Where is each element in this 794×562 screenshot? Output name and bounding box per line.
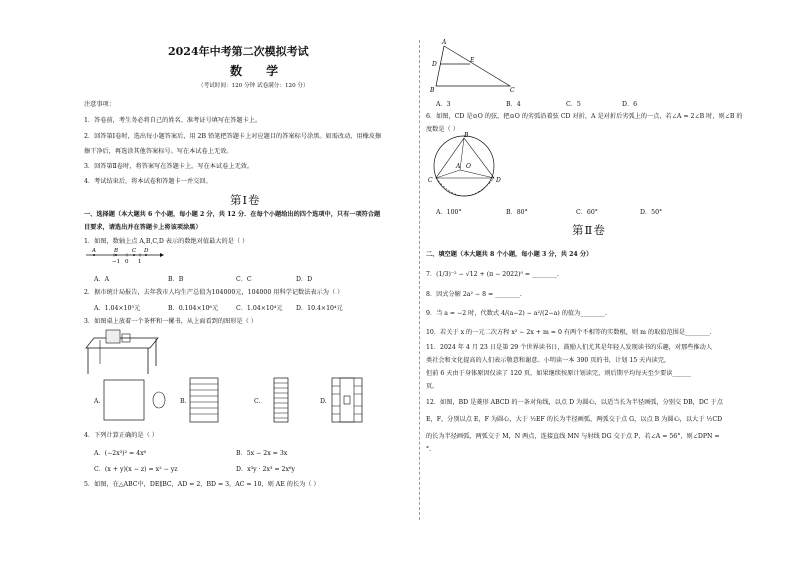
q1-tick-neg1: −1 (112, 259, 121, 265)
q4-text: 4．下列计算正确的是（ ） (84, 432, 158, 439)
q5-option-a[interactable]: A．3 (436, 101, 451, 108)
notes-heading: 注意事项： (84, 101, 115, 108)
q11-text-4: 页。 (426, 383, 439, 390)
q2-option-a[interactable]: A．1.04×10⁵元 (94, 305, 141, 312)
q6-circle-figure (430, 134, 504, 200)
part1-intro-1: 一、选择题（本大题共 6 个小题，每小题 2 分，共 12 分．在每个小题给出的四个选项中，只有一项符合题 (84, 211, 381, 218)
q6-label-d: D (496, 177, 501, 184)
q2-option-b[interactable]: B．0.104×10⁶元 (168, 305, 219, 312)
part2-intro: 二、填空题（本大题共 8 个小题，每小题 3 分，共 24 分） (426, 251, 593, 258)
subject-title: 数 学 (230, 64, 289, 78)
q3-option-c-label[interactable]: C. (254, 398, 261, 405)
q11-text-2: 类社会和文化提高的人们表示敬意和谢意。小明读一本 390 页的书，计划 15 天内读完， (426, 357, 671, 364)
q10-text: 10．若关于 x 的一元二次方程 x² − 2x + m = 0 有两个不相等的实数根，则 m 的取值范围是________. (426, 329, 712, 336)
q5-label-c: C (510, 87, 515, 94)
q1-option-d[interactable]: D．D (296, 276, 313, 283)
q6-option-b[interactable]: B．80° (506, 209, 528, 216)
q3-option-d-label[interactable]: D. (320, 398, 327, 405)
q6-option-a[interactable]: A．100° (436, 209, 462, 216)
q5-option-b[interactable]: B．4 (506, 101, 521, 108)
q11-text-3: 但前 6 天由于身体原因仅读了 120 页，如果继续按原计划读完，则后期平均每天至少要读______ (426, 370, 691, 377)
note-2: 2．回答第Ⅰ卷时，选出每小题答案后，用 2B 铅笔把答题卡上对应题目的答案标号涂黑。如需改动，用橡皮擦 (84, 133, 382, 140)
q12-text-2: E，F，分别以点 E，F 为圆心，大于 ½EF 的长为半径画弧，两弧交于点 G，以点 B 为圆心，以大于 ½CD (426, 416, 723, 423)
q6-option-c[interactable]: C．60° (576, 209, 598, 216)
q3-option-a-figure (104, 380, 168, 422)
q5-triangle-figure (430, 40, 520, 92)
q6-label-c: C (428, 177, 433, 184)
q6-label-b: B (464, 132, 469, 139)
part1-title: 第Ⅰ卷 (230, 193, 261, 207)
q5-label-b: B (430, 87, 435, 94)
q5-option-c[interactable]: C．5 (566, 101, 581, 108)
part2-title: 第Ⅱ卷 (572, 223, 606, 237)
column-divider (419, 40, 420, 520)
q6-label-a: A (456, 163, 461, 170)
q1-option-c[interactable]: C．C (236, 276, 252, 283)
q2-option-d[interactable]: D．10.4×10⁴元 (296, 305, 343, 312)
q3-option-c-figure (274, 378, 294, 424)
q1-option-b[interactable]: B．B (168, 276, 184, 283)
q3-option-b-figure (190, 378, 220, 424)
q5-label-a: A (442, 39, 447, 46)
note-4: 4．考试结束后，将本试卷和答题卡一并交回。 (84, 178, 212, 185)
exam-title: 2024年中考第二次模拟考试 (168, 45, 309, 58)
q1-tick-1: 1 (138, 259, 142, 265)
q12-text-1: 12．如图，BD 是菱形 ABCD 的一条对角线，以点 D 为圆心，以适当长为半径画弧，分别交 DB，DC 于点 (426, 399, 723, 406)
q4-option-d[interactable]: D．x³y · 2x³ = 2x⁶y (236, 466, 295, 473)
q6-text-2: 度数是（ ） (426, 126, 459, 133)
q5-label-d: D (432, 61, 437, 68)
q3-option-d-figure (332, 378, 366, 424)
q3-option-b-label[interactable]: B. (180, 398, 187, 405)
q1-tick-0: 0 (125, 259, 129, 265)
q2-text: 2．据市统计局报告，去年我市人均生产总值为104000元，104000 用科学记数法表示为（ ） (84, 289, 344, 296)
q8-text: 8．因式分解 2a² − 8 = ________. (426, 291, 522, 298)
q3-text: 3．如图桌上放着一个茶杯和一摞书，从上面看到的图形是（ ） (84, 318, 257, 325)
q6-label-o: O (466, 163, 471, 170)
q4-option-a[interactable]: A．(−2x³)² = 4x⁶ (94, 450, 147, 457)
q1-text: 1．如图，数轴上点 A,B,C,D 表示的数绝对值最大的是（ ） (84, 238, 249, 245)
q1-option-a[interactable]: A．A (94, 276, 110, 283)
q3-option-a-label[interactable]: A. (94, 398, 101, 405)
part1-intro-2: 目要求，请选出并在答题卡上将该项涂黑） (84, 224, 202, 231)
q6-text-1: 6．如图，CD 是⊙O 的弦，把⊙O 的劣弧沿着弦 CD 对折，A 是对折后劣弧上的一点，若∠A = 2∠B 时，则∠B 的 (426, 113, 743, 120)
q6-option-d[interactable]: D．50° (640, 209, 663, 216)
note-2b: 擦干净后，再选涂其他答案标号。写在本试卷上无效。 (84, 148, 233, 155)
q5-label-e: E (470, 57, 475, 64)
q3-table-figure (86, 328, 164, 376)
q1-point-a: A (92, 248, 96, 254)
note-1: 1．答卷前，考生务必将自己的姓名、准考证号填写在答题卡上。 (84, 117, 262, 124)
q12-text-4: °. (426, 446, 432, 453)
q12-text-3: 的长为半径画弧，两弧交于 M，N 两点，连接直线 MN 与射线 DG 交于点 P，若∠A = 56°，则∠DPN = (426, 433, 720, 440)
q5-text: 5．如图，在△ABC中，DE∥BC，AD = 2，BD = 3，AC = 10，则 AE 的长为（ ） (84, 481, 320, 488)
exam-meta: （考试时间：120 分钟 试卷满分：120 分） (198, 83, 309, 89)
q5-option-d[interactable]: D．6 (622, 101, 638, 108)
q1-number-line (84, 246, 164, 268)
q9-text: 9．当 a = −2 时，代数式 4/(a−2) − a²/(2−a) 的值为________. (426, 310, 607, 317)
q1-point-b: B (114, 248, 119, 254)
q4-option-c[interactable]: C．(x + y)(x − z) = x² − yz (94, 466, 178, 473)
q11-text-1: 11．2024 年 4 月 23 日是第 29 个世界读书日，鼓励人们尤其是年轻人发现读书的乐趣，对那些推动人 (426, 344, 713, 351)
q1-point-c: C (132, 248, 137, 254)
note-3: 3．回答第Ⅱ卷时，将答案写在答题卡上。写在本试卷上无效。 (84, 163, 254, 170)
q2-option-c[interactable]: C．1.04×10⁴元 (236, 305, 283, 312)
q1-point-d: D (144, 248, 149, 254)
q4-option-b[interactable]: B．5x − 2x = 3x (236, 450, 288, 457)
q7-text: 7．(1/3)⁻² − √12 + (π − 2022)⁰ = ________. (426, 271, 559, 278)
